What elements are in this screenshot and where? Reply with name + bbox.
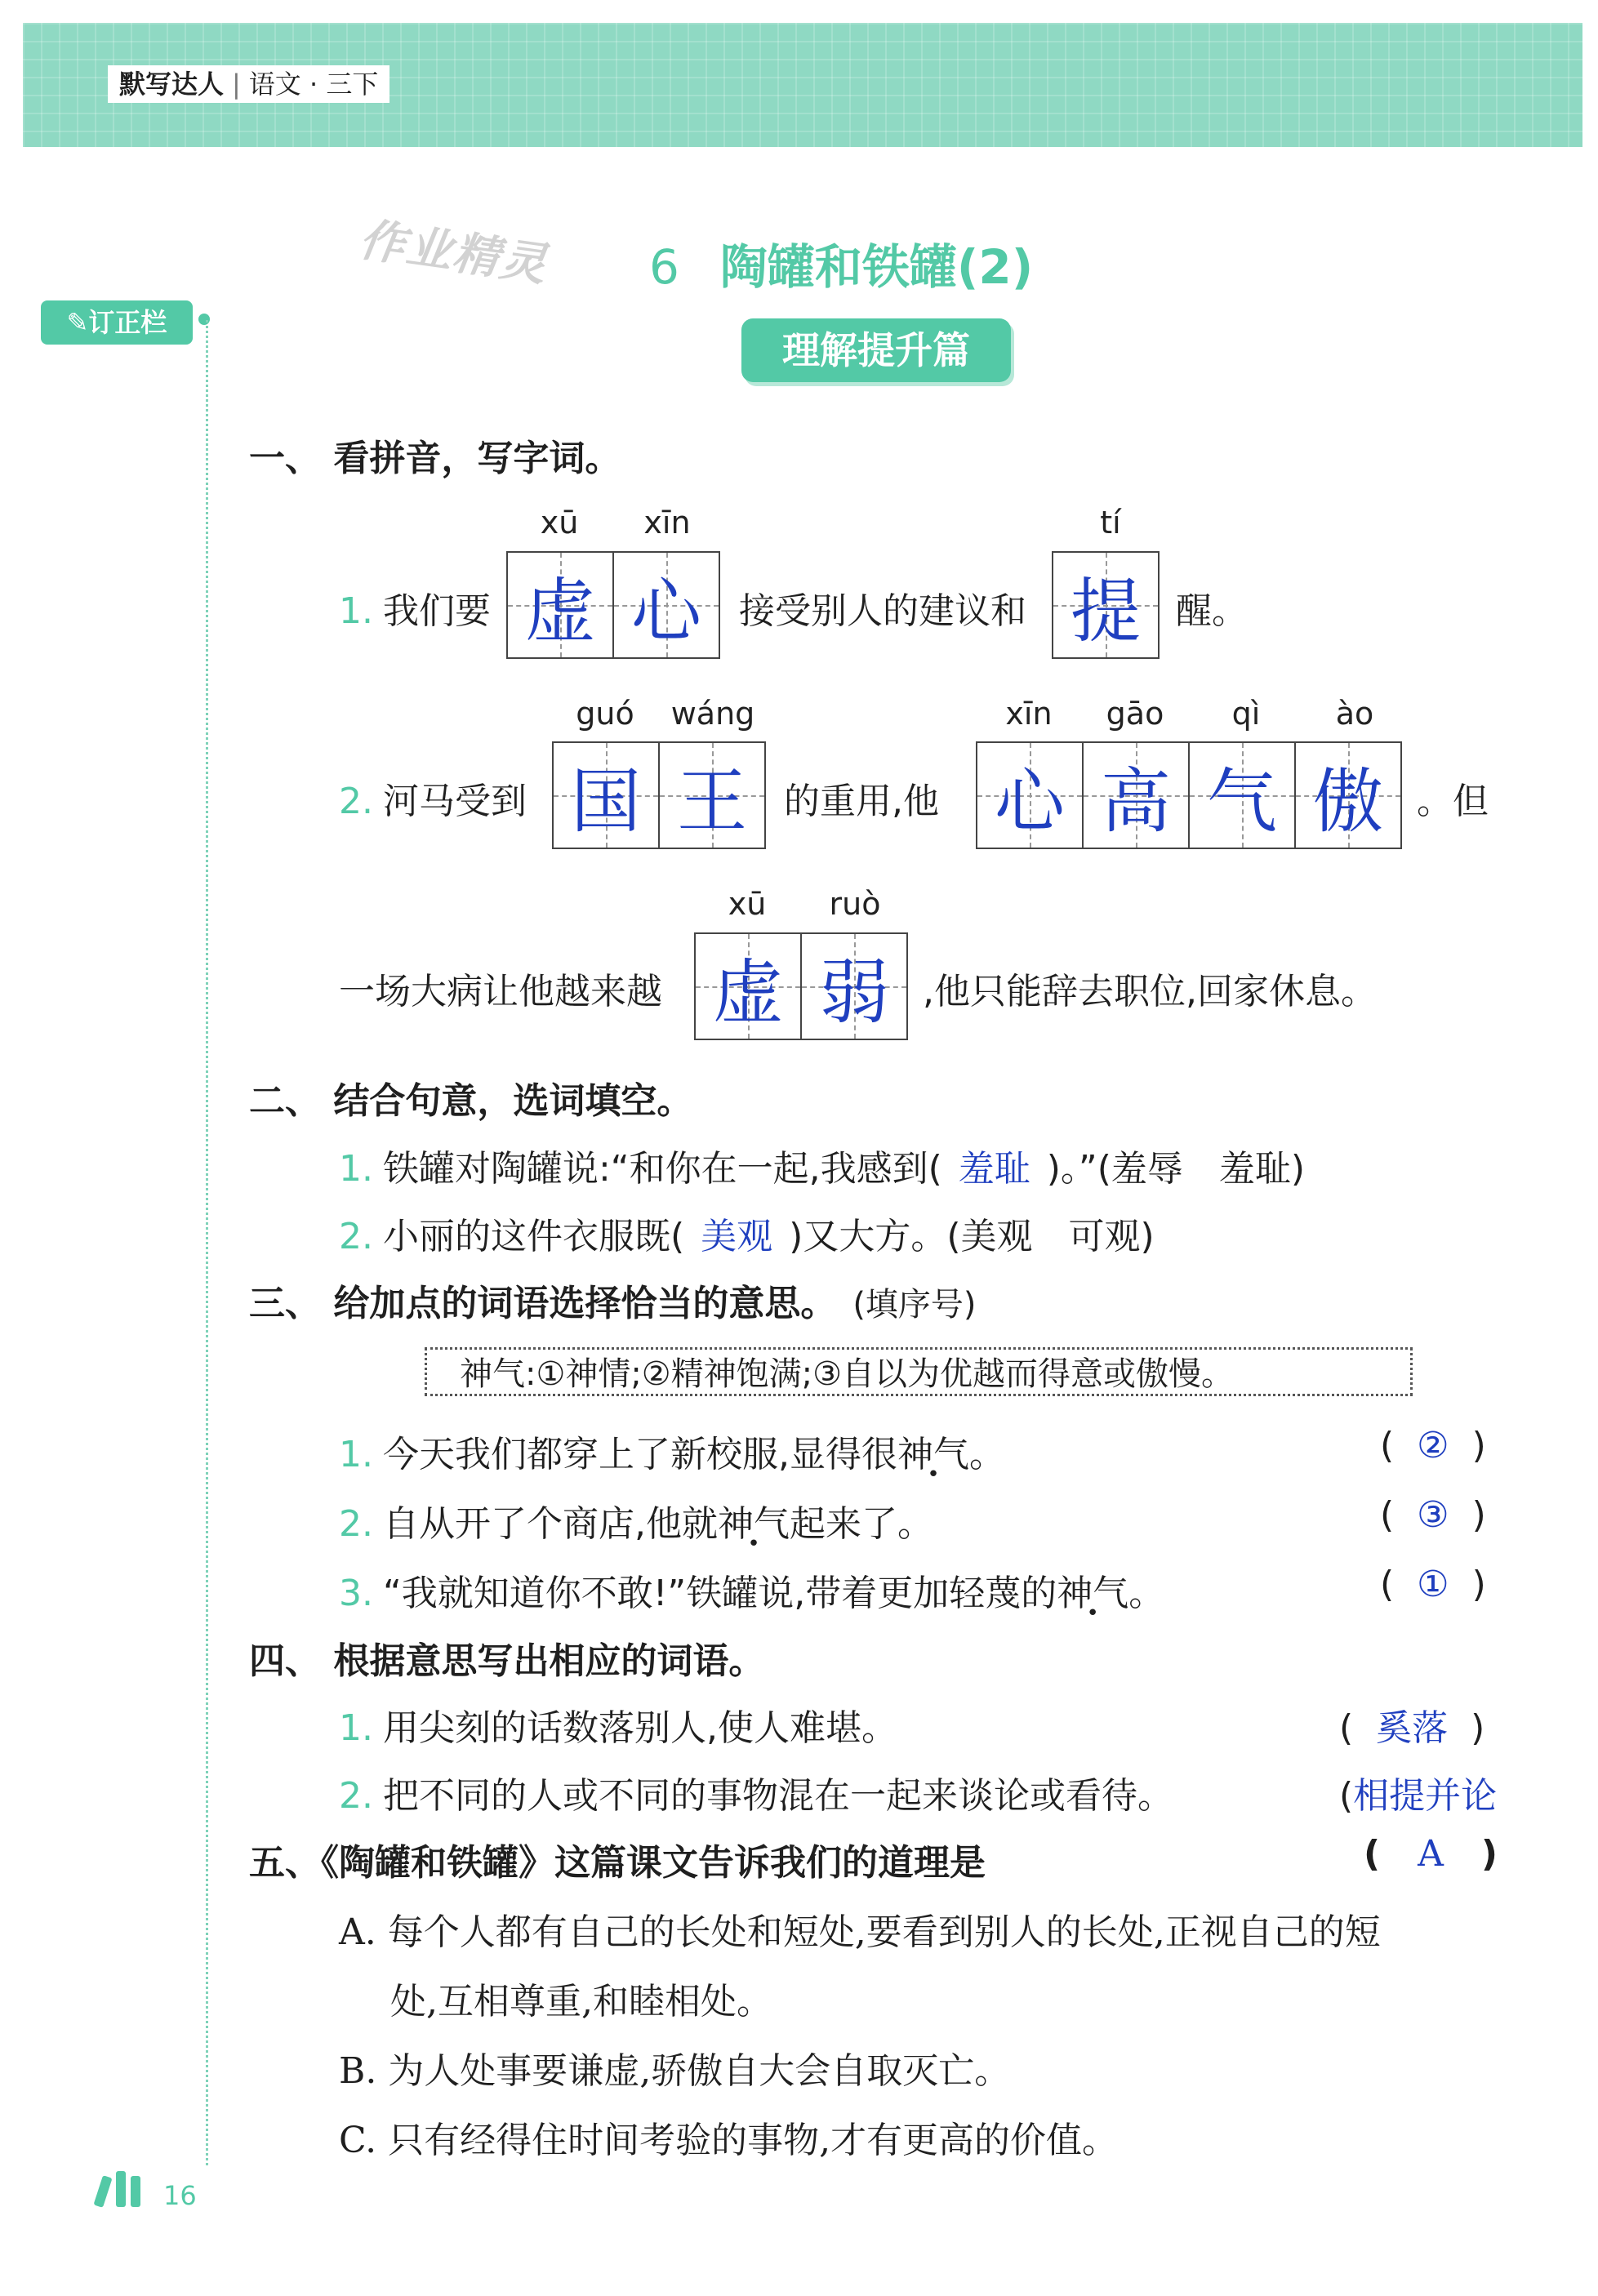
handwritten-answer: 虚 xyxy=(713,952,783,1034)
item-text: 我们要 xyxy=(382,590,491,632)
choice-answer: A xyxy=(1418,1833,1444,1875)
handwritten-answer: 心 xyxy=(631,571,701,652)
lesson-title-text: 陶罐和铁罐(2) xyxy=(719,239,1034,295)
q4-heading: 四、 根据意思写出相应的词语。 xyxy=(249,1640,765,1682)
definition-box: 神气:①神情;②精神饱满;③自以为优越而得意或傲慢。 xyxy=(425,1347,1413,1396)
item-index: 1. xyxy=(339,590,373,632)
item-text: 起来了。 xyxy=(789,1503,933,1545)
item-text: 。 xyxy=(968,1434,1005,1475)
item-text: 今天我们都穿上了新校服,显得很 xyxy=(382,1434,897,1475)
q2-heading: 二、 结合句意，选词填空。 xyxy=(249,1080,693,1122)
pinyin: tí xyxy=(1100,505,1121,541)
item-text: 自从开了个商店,他就 xyxy=(382,1503,718,1545)
item-index: 2. xyxy=(339,1503,373,1545)
series-subject: 语文 · 三下 xyxy=(248,69,379,100)
handwritten-answer: 虚 xyxy=(525,571,595,652)
series-label xyxy=(108,65,389,103)
q3-item xyxy=(339,1425,1005,1477)
pinyin: xīn xyxy=(643,505,691,541)
q1-item2-mid: 的重用,他 xyxy=(784,781,939,822)
q1-item2-line2-after: ,他只能辞去职位,回家休息。 xyxy=(923,971,1377,1012)
lesson-title xyxy=(649,229,1033,297)
choice-answer: ② xyxy=(1417,1425,1449,1466)
q1-heading: 一、 看拼音，写字词。 xyxy=(249,438,621,479)
item-text: 小丽的这件衣服既( xyxy=(382,1216,685,1257)
item-text: 把不同的人或不同的事物混在一起来谈论或看待。 xyxy=(382,1775,1173,1817)
handwritten-answer: 傲 xyxy=(1313,761,1383,843)
pinyin: xū xyxy=(728,886,767,922)
dotted-word: 神气 xyxy=(717,1503,790,1545)
handwritten-answer: 国 xyxy=(571,761,641,843)
answer-parentheses: ( ① ) xyxy=(1380,1564,1486,1605)
q3-hint: (填序号) xyxy=(852,1286,977,1324)
option-a-continued: 处,互相尊重,和睦相处。 xyxy=(390,1981,772,2022)
pinyin: xū xyxy=(540,505,579,541)
pinyin: ào xyxy=(1335,696,1374,732)
option-a: A. 每个人都有自己的长处和短处,要看到别人的长处,正视自己的短 xyxy=(339,1911,1381,1953)
grid-cell xyxy=(1188,741,1296,849)
grid-cell xyxy=(552,741,660,849)
page-number: 16 xyxy=(163,2180,197,2211)
answer-parentheses: ( ② ) xyxy=(1380,1425,1486,1466)
handwritten-answer: 王 xyxy=(677,761,747,843)
q1-item1-mid: 接受别人的建议和 xyxy=(739,590,1026,632)
grid-cell xyxy=(612,551,720,659)
grid-cell xyxy=(1294,741,1402,849)
answer-parentheses: ( A ) xyxy=(1364,1833,1498,1875)
q3-item xyxy=(339,1564,1164,1616)
q3-heading-text: 三、 给加点的词语选择恰当的意思。 xyxy=(249,1283,837,1324)
item-index: 1. xyxy=(339,1707,373,1749)
q4-item xyxy=(339,1766,1173,1818)
item-text: 用尖刻的话数落别人,使人难堪。 xyxy=(382,1707,897,1749)
item-index: 2. xyxy=(339,781,373,822)
q1-item2-line2-lead: 一场大病让他越来越 xyxy=(339,971,662,1012)
section-label: 理解提升篇 xyxy=(741,318,1011,382)
item-text: “我就知道你不敢!”铁罐说,带着更加轻蔑的 xyxy=(382,1573,1057,1614)
item-index: 1. xyxy=(339,1434,373,1475)
q3-heading xyxy=(249,1274,977,1326)
dotted-word: 神气 xyxy=(1057,1573,1129,1614)
fill-answer: 美观 xyxy=(701,1216,773,1257)
q1-item1-lead xyxy=(339,581,491,634)
grid-cell xyxy=(658,741,766,849)
fill-answer: 羞耻 xyxy=(958,1148,1030,1190)
q5-heading: 五、《陶罐和铁罐》这篇课文告诉我们的道理是 xyxy=(249,1842,986,1884)
handwritten-answer: 高 xyxy=(1101,761,1171,843)
q2-item xyxy=(339,1207,1155,1259)
answer-parentheses: ( ③ ) xyxy=(1380,1494,1486,1536)
q1-item2-after: 。但 xyxy=(1417,781,1489,822)
pinyin: gāo xyxy=(1106,696,1164,732)
series-brand: 默写达人 xyxy=(119,69,225,100)
word-answer: 奚落 xyxy=(1376,1707,1449,1749)
answer-grid xyxy=(696,932,908,1040)
answer-grid xyxy=(508,551,720,659)
item-index: 1. xyxy=(339,1148,373,1190)
series-separator: | xyxy=(232,69,241,100)
pinyin: ruò xyxy=(829,886,881,922)
item-text: 铁罐对陶罐说:“和你在一起,我感到( xyxy=(382,1148,942,1190)
option-b: B. 为人处事要谦虚,骄傲自大会自取灭亡。 xyxy=(339,2050,1011,2092)
choice-answer: ① xyxy=(1417,1564,1449,1605)
answer-grid xyxy=(1053,551,1160,659)
item-index: 2. xyxy=(339,1216,373,1257)
item-text: )又大方。(美观 可观) xyxy=(789,1216,1155,1257)
answer-parentheses: (相提并论 xyxy=(1339,1775,1498,1817)
grid-cell xyxy=(976,741,1084,849)
grid-cell xyxy=(506,551,614,659)
q1-item1-after: 醒。 xyxy=(1176,590,1248,632)
item-text: 河马受到 xyxy=(382,781,527,822)
grid-cell xyxy=(694,932,802,1040)
watermark: 作业精灵 xyxy=(355,213,551,292)
word-answer: 相提并论 xyxy=(1353,1775,1498,1817)
answer-grid xyxy=(554,741,766,849)
q1-item2-lead xyxy=(339,772,527,824)
handwritten-answer: 弱 xyxy=(819,952,889,1034)
handwritten-answer: 提 xyxy=(1071,571,1141,652)
dotted-word: 神气 xyxy=(897,1434,969,1475)
pinyin: guó xyxy=(576,696,634,732)
lesson-number: 6 xyxy=(649,239,679,295)
q2-item xyxy=(339,1139,1305,1191)
pinyin: xīn xyxy=(1005,696,1053,732)
answer-grid xyxy=(977,741,1402,849)
grid-cell xyxy=(1052,551,1160,659)
item-index: 3. xyxy=(339,1573,373,1614)
item-index: 2. xyxy=(339,1775,373,1817)
handwritten-answer: 气 xyxy=(1207,761,1277,843)
pinyin: qì xyxy=(1231,696,1261,732)
option-c: C. 只有经得住时间考验的事物,才有更高的价值。 xyxy=(339,2120,1119,2161)
item-text: 。 xyxy=(1128,1573,1165,1614)
sidebar-dotted-line xyxy=(206,320,208,2165)
grid-cell xyxy=(800,932,908,1040)
correction-column-tag: ✎订正栏 xyxy=(41,300,193,345)
answer-parentheses: ( 奚落 ) xyxy=(1339,1707,1485,1749)
grid-cell xyxy=(1082,741,1190,849)
choice-answer: ③ xyxy=(1417,1494,1449,1536)
item-text: )。”(羞辱 羞耻) xyxy=(1046,1148,1306,1190)
books-icon xyxy=(90,2168,155,2209)
q4-item xyxy=(339,1698,897,1751)
pinyin: wáng xyxy=(670,696,755,732)
q3-item xyxy=(339,1494,933,1546)
handwritten-answer: 心 xyxy=(995,761,1065,843)
